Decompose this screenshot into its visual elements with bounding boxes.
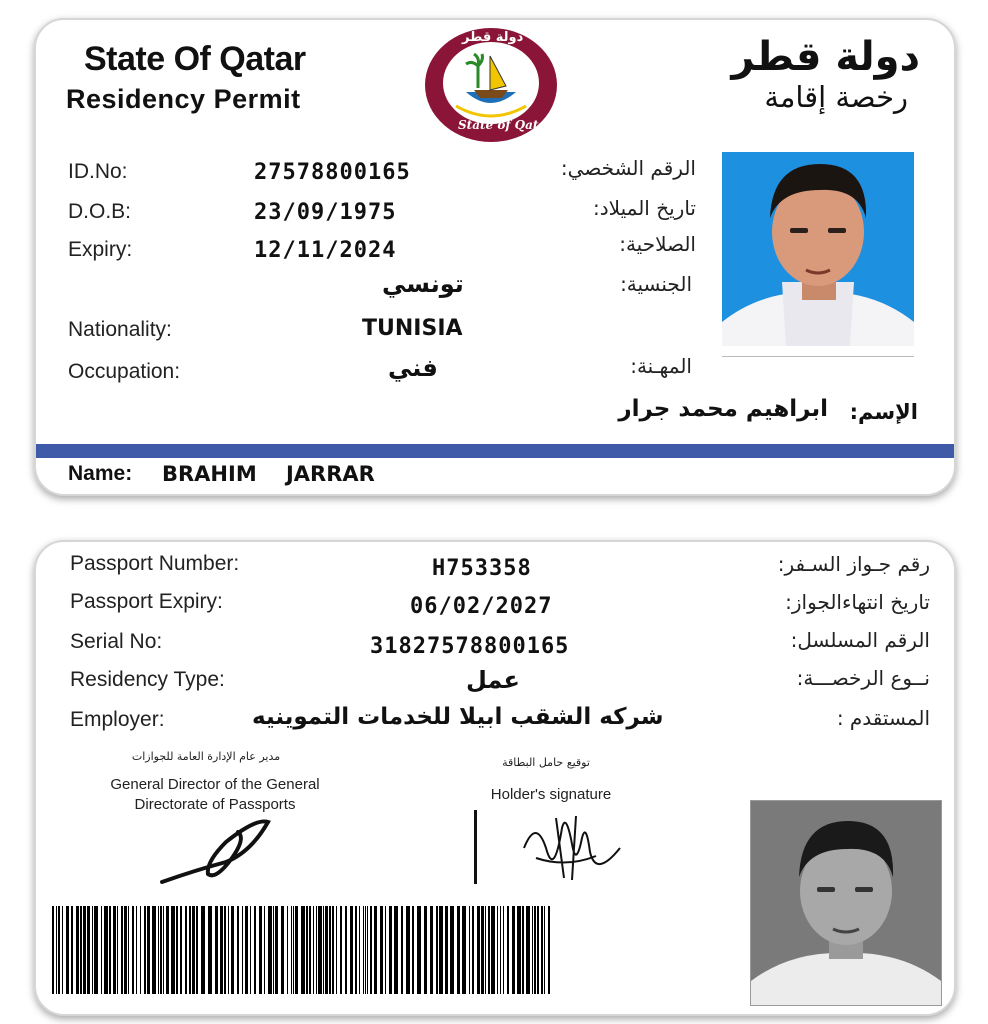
nationality-ar-value: تونسي bbox=[382, 270, 464, 298]
emblem-top-text: دولة قطر bbox=[462, 30, 524, 45]
name-ar-value: ابراهيم محمد جرار bbox=[618, 396, 828, 422]
passport-expiry-value: 06/02/2027 bbox=[410, 594, 553, 619]
director-signature-icon bbox=[156, 812, 286, 897]
holder-signature-icon bbox=[516, 808, 626, 893]
residency-card-front bbox=[34, 18, 956, 496]
holder-signature-label: Holder's signature bbox=[490, 786, 612, 803]
nationality-label: Nationality: bbox=[68, 318, 172, 341]
residency-type-value: عمل bbox=[466, 666, 520, 694]
expiry-label: Expiry: bbox=[68, 238, 133, 261]
signature-divider bbox=[474, 810, 477, 884]
residency-type-label: Residency Type: bbox=[70, 668, 225, 691]
serial-no-label: Serial No: bbox=[70, 630, 163, 653]
expiry-value: 12/11/2024 bbox=[254, 238, 397, 263]
holder-photo-greyscale bbox=[750, 800, 942, 1006]
director-title-en-2: Directorate of Passports bbox=[134, 796, 296, 813]
serial-no-value: 31827578800165 bbox=[370, 634, 570, 659]
dob-label-ar: تاريخ الميلاد: bbox=[593, 196, 696, 220]
id-no-label-ar: الرقم الشخصي: bbox=[560, 156, 696, 180]
occupation-label-ar: المهـنة: bbox=[630, 354, 692, 378]
holder-photo bbox=[722, 152, 914, 346]
card-band bbox=[36, 444, 954, 458]
nationality-label-ar: الجنسية: bbox=[620, 272, 692, 296]
card-subtitle-ar: رخصة إقامة bbox=[764, 80, 908, 114]
name-label-ar: الإسم: bbox=[849, 400, 918, 424]
passport-expiry-label-ar: تاريخ انتهاءالجواز: bbox=[785, 590, 930, 614]
passport-number-label-ar: رقم جـواز السـفر: bbox=[777, 552, 930, 576]
qatar-emblem-icon bbox=[422, 26, 560, 144]
photo-divider bbox=[722, 356, 914, 357]
employer-label-ar: المستقدم : bbox=[836, 706, 930, 730]
name-en-value: BRAHIM JARRAR bbox=[162, 462, 375, 486]
holder-signature-label-ar: توقيع حامل البطاقة bbox=[502, 756, 590, 769]
employer-label: Employer: bbox=[70, 708, 165, 731]
card-title-en: State Of Qatar bbox=[84, 40, 306, 78]
director-title-en-1: General Director of the General bbox=[110, 776, 320, 793]
barcode-icon bbox=[52, 906, 556, 994]
id-no-label: ID.No: bbox=[68, 160, 128, 183]
card-title-ar: دولة قطر bbox=[731, 34, 920, 80]
residency-type-label-ar: نــوع الرخصـــة: bbox=[796, 666, 930, 690]
dob-label: D.O.B: bbox=[68, 200, 132, 223]
serial-no-label-ar: الرقم المسلسل: bbox=[790, 628, 930, 652]
passport-number-label: Passport Number: bbox=[70, 552, 240, 575]
employer-value: شركه الشقب ابيلا للخدمات التموينيه bbox=[252, 704, 664, 730]
emblem-bottom-text: State of Qatar bbox=[458, 118, 553, 132]
passport-number-value: H753358 bbox=[432, 556, 532, 581]
director-title-ar: مدير عام الإدارة العامة للجوازات bbox=[131, 750, 281, 763]
occupation-value: فني bbox=[388, 354, 438, 382]
residency-card-back bbox=[34, 540, 956, 1016]
dob-value: 23/09/1975 bbox=[254, 200, 397, 225]
expiry-label-ar: الصلاحية: bbox=[619, 232, 696, 256]
name-label: Name: bbox=[68, 462, 133, 485]
id-no-value: 27578800165 bbox=[254, 160, 411, 185]
occupation-label: Occupation: bbox=[68, 360, 181, 383]
nationality-en-value: TUNISIA bbox=[362, 316, 463, 341]
card-subtitle-en: Residency Permit bbox=[66, 84, 301, 114]
passport-expiry-label: Passport Expiry: bbox=[70, 590, 223, 613]
